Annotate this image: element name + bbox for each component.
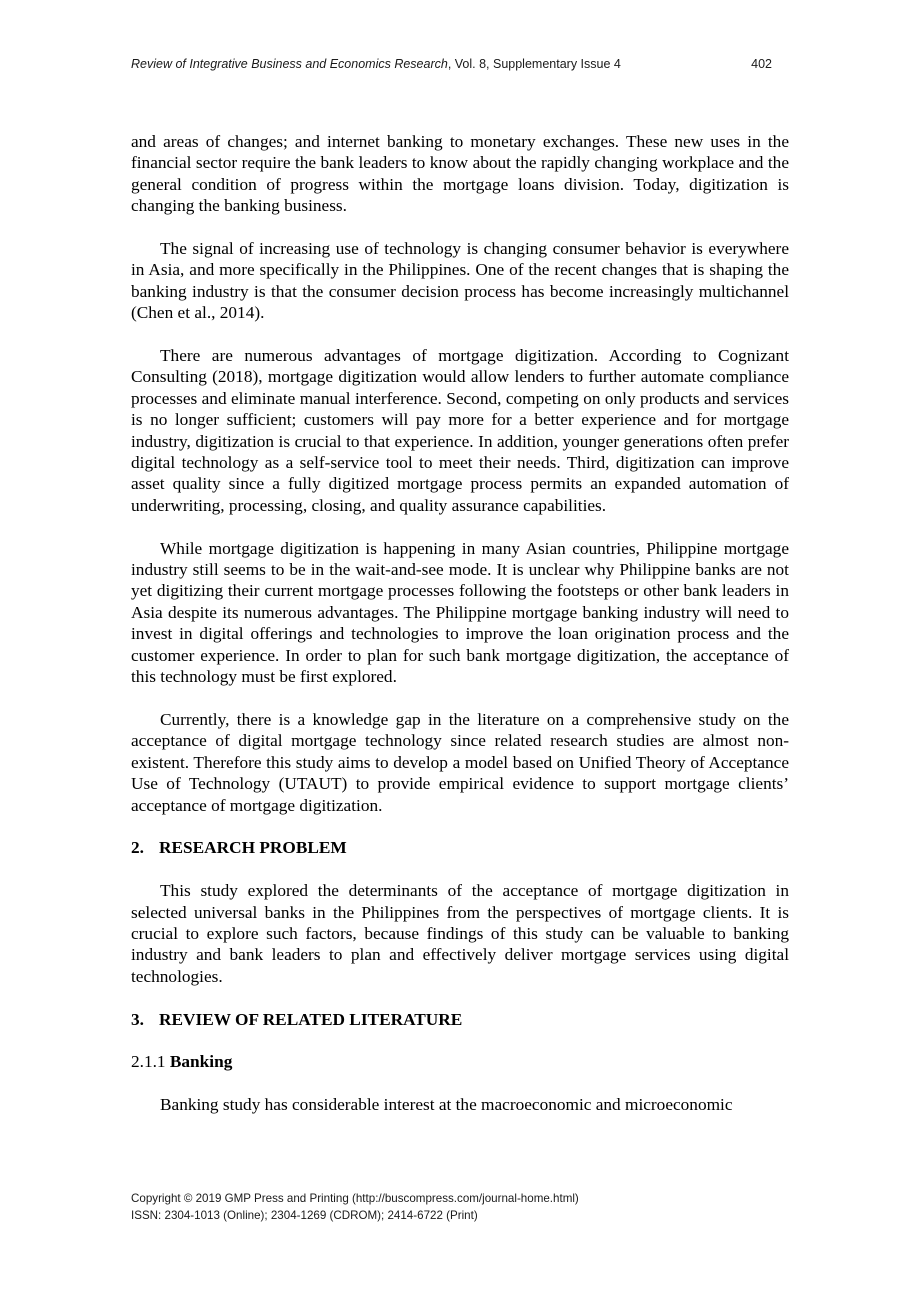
journal-title: Review of Integrative Business and Economics Research — [131, 57, 448, 71]
subsection-title: Banking — [169, 1052, 233, 1072]
paragraph: This study explored the determinants of the acceptance of mortgage digitization in selected universal banks in the Philippines from the perspectives of mortgage clients. It is crucial to explore such factors, because findings of this study can be valuable to banking industry and bank leaders to plan and effectively deliver mortgage services using digital technologies. — [131, 881, 789, 986]
paragraph: There are numerous advantages of mortgage digitization. According to Cognizant Consulting (2018), mortgage digitization would allow lenders to further automate compliance processes and eliminate manual interference. Second, competing on only products and services is no longer sufficient; customers will pay more for a better experience and for mortgage industry, digitization is crucial to that experience. In addition, younger generations often prefer digital technology as a self-service tool to meet their needs. Third, digitization can improve asset quality since a fully digitized mortgage process permits an expanded automation of underwriting, processing, closing, and quality assurance capabilities. — [131, 346, 789, 515]
paragraph: Currently, there is a knowledge gap in the literature on a comprehensive study on the acceptance of digital mortgage technology since related research studies are almost non-existent. Therefore this study aims to develop a model based on Unified Theory of Acceptance Use of Technology (UTAUT) to provide empirical evidence to support mortgage clients’ acceptance of mortgage digitization. — [131, 709, 789, 815]
section-heading-literature-review — [131, 1009, 789, 1030]
section-title: RESEARCH PROBLEM — [159, 838, 347, 858]
issn-line: ISSN: 2304-1013 (Online); 2304-1269 (CDROM); 2414-6722 (Print) — [131, 1209, 478, 1222]
paragraph: The signal of increasing use of technology is changing consumer behavior is everywhere in Asia, and more specifically in the Philippines. One of the recent changes that is shaping the banking industry is that the consumer decision process has become increasingly multichannel (Chen et al., 2014). — [131, 239, 789, 323]
section-number: 2. — [131, 838, 144, 858]
paragraph: Banking study has considerable interest at the macroeconomic and microeconomic — [160, 1095, 733, 1115]
article-body — [131, 131, 789, 1137]
section-title: REVIEW OF RELATED LITERATURE — [159, 1009, 463, 1029]
page-footer — [131, 1190, 791, 1224]
running-header — [131, 57, 772, 71]
section-number: 3. — [131, 1009, 144, 1029]
section-heading-research-problem — [131, 837, 789, 858]
copyright-line: Copyright © 2019 GMP Press and Printing (http://buscompress.com/journal-home.html) — [131, 1192, 579, 1205]
subsection-heading-banking — [131, 1051, 789, 1072]
page-number: 402 — [751, 57, 772, 71]
paragraph-continuation: and areas of changes; and internet banking to monetary exchanges. These new uses in the financial sector require the bank leaders to know about the rapidly changing workplace and the general condition of progress within the mortgage loans division. Today, digitization is changing the banking business. — [131, 132, 789, 216]
subsection-number: 2.1.1 — [131, 1052, 166, 1072]
journal-volume: , Vol. 8, Supplementary Issue 4 — [447, 57, 621, 71]
paragraph: While mortgage digitization is happening in many Asian countries, Philippine mortgage industry still seems to be in the wait-and-see mode. It is unclear why Philippine banks are not yet digitizing their current mortgage processes following the footsteps or other bank leaders in Asia despite its numerous advantages. The Philippine mortgage banking industry will need to invest in digital offerings and technologies to improve the loan origination process and the customer experience. In order to plan for such bank mortgage digitization, the acceptance of this technology must be first explored. — [131, 538, 789, 687]
